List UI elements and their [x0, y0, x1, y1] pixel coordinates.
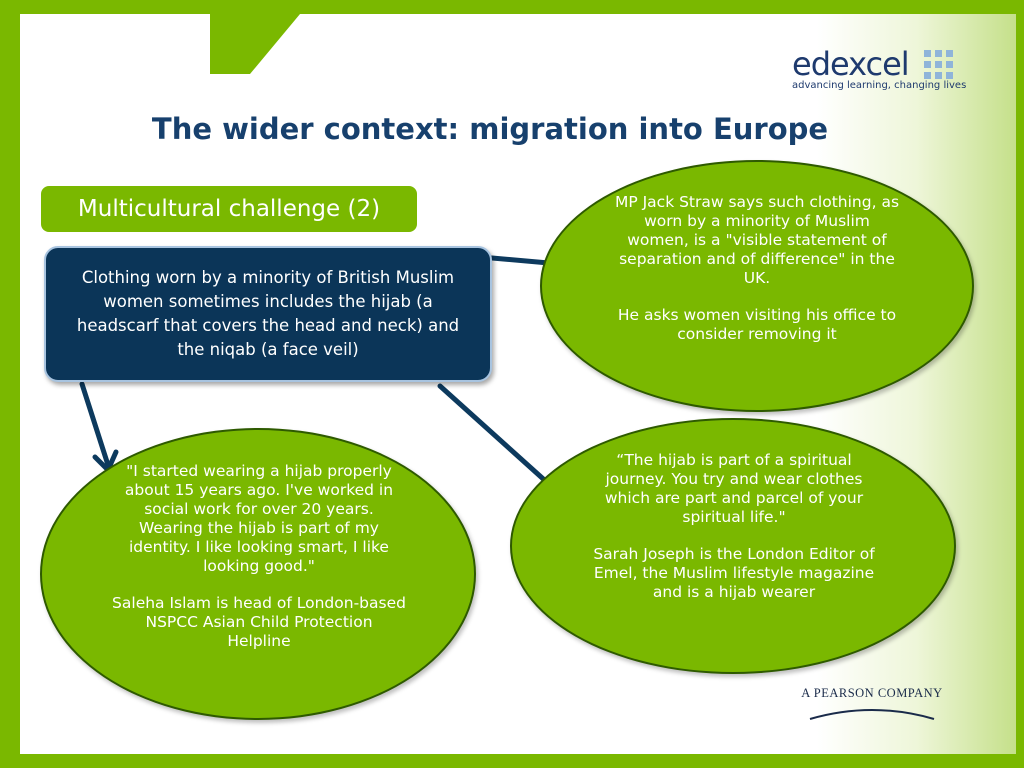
pearson-swoosh-icon	[808, 703, 936, 723]
bubble-joseph-note: Sarah Joseph is the London Editor of Emel, the Muslim lifestyle magazine and is a hijab wearer	[593, 545, 875, 601]
bubble-straw-quote: MP Jack Straw says such clothing, as worn by a minority of Muslim women, is a "visible statement of separation and of difference" in the UK.	[614, 193, 900, 287]
bubble-joseph-quote: “The hijab is part of a spiritual journey. You try and wear clothes which are part and parcel of your spiritual life."	[604, 451, 864, 526]
bubble-islam-note: Saleha Islam is head of London-based NSPCC Asian Child Protection Helpline	[112, 594, 406, 650]
corner-decoration	[210, 14, 300, 74]
main-statement-box	[44, 246, 492, 382]
main-statement-text: Clothing worn by a minority of British Muslim women sometimes includes the hijab (a headscarf that covers the head and neck) and the niqab (a face veil)	[76, 268, 460, 359]
bubble-straw-text	[612, 193, 902, 344]
page-title: The wider context: migration into Europe	[151, 112, 829, 146]
logo-grid-icon	[924, 50, 954, 80]
section-label: Multicultural challenge (2)	[41, 186, 417, 232]
pearson-footer: A PEARSON COMPANY	[801, 686, 943, 700]
logo-tagline: advancing learning, changing lives	[792, 80, 967, 91]
logo-wordmark: edexcel	[792, 45, 909, 83]
bubble-joseph-text	[588, 451, 880, 602]
bubble-islam-quote: "I started wearing a hijab properly about 15 years ago. I've worked in social work for over 20 years. Wearing the hijab is part of my identity. I like looking smart, I like looking good."	[124, 462, 394, 575]
bubble-straw-note: He asks women visiting his office to consider removing it	[617, 306, 897, 343]
edexcel-logo	[792, 45, 967, 96]
bubble-islam-text	[112, 462, 406, 651]
